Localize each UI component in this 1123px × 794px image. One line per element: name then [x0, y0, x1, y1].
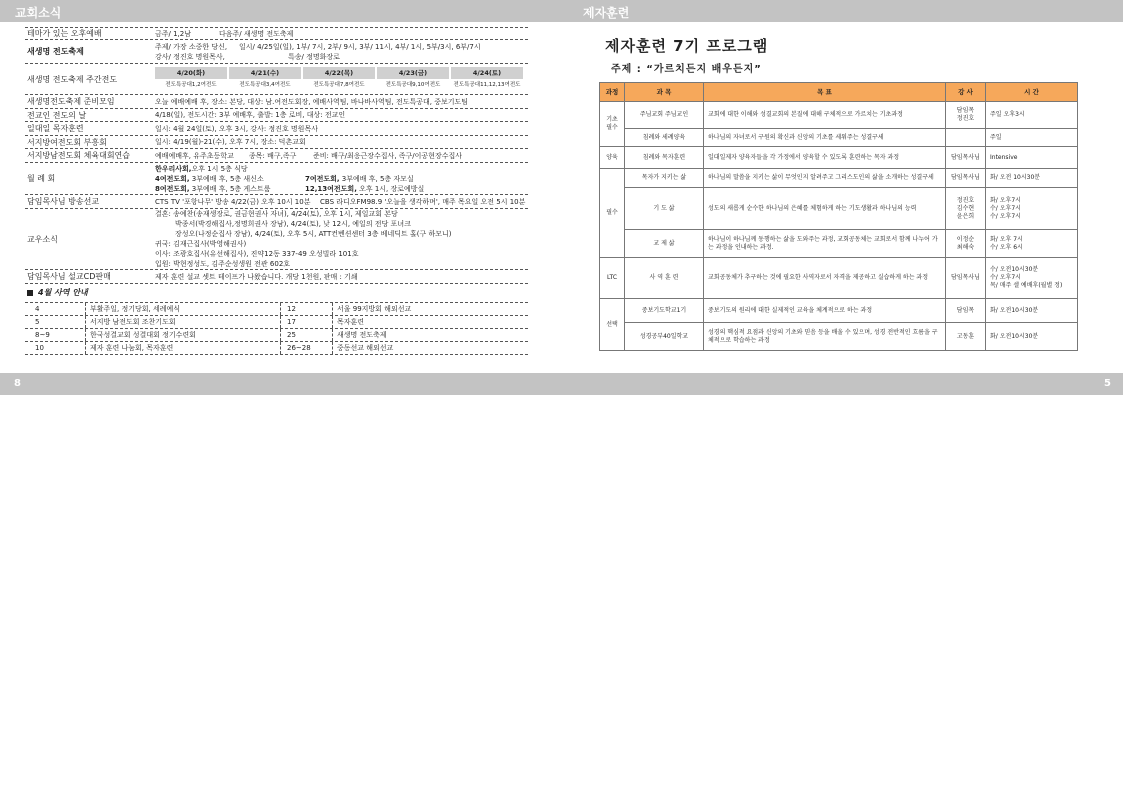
news-line [155, 29, 528, 39]
program-row [600, 147, 1078, 169]
group-detail: 오후 1시, 장로예방실 [356, 184, 425, 193]
time-cell [986, 129, 1078, 147]
goal-cell: 일대일제자 양육자들을 각 가정에서 양육할 수 있도록 훈련하는 목자 과정 [704, 147, 946, 169]
header-course: 과정 [600, 83, 625, 102]
program-row [600, 102, 1078, 129]
course-name: 기초 [606, 116, 618, 123]
schedule-event: 제자 훈련 나눔회, 목자훈련 [85, 342, 280, 354]
weekly-team: 전도특공대11,12,13여전도 [453, 82, 521, 88]
weekly-team: 전도특공대9,10여전도 [385, 82, 441, 88]
program-row [600, 323, 1078, 351]
news-row-festival [25, 40, 528, 64]
weekly-day: 4/24(토) [451, 67, 523, 79]
time-cell [986, 188, 1078, 230]
instructor-name: 최해숙 [956, 243, 975, 251]
time-text: 목/ 매주 셀 예배후(월별 정) [990, 282, 1063, 289]
weekly-day: 4/21(수) [229, 67, 301, 79]
time-text: 수/ 오후 6시 [990, 243, 1023, 251]
news-label: 새생명 전도축제 [27, 47, 84, 56]
goal-cell: 교회에 대한 이해와 성결교회의 본질에 대해 구체적으로 가르치는 기초과정 [704, 102, 946, 129]
group-entry [155, 174, 305, 184]
april-heading-text: 4월 사역 안내 [38, 288, 88, 297]
news-content [153, 149, 528, 162]
course-name: 필수 [606, 124, 618, 131]
news-label: 교우소식 [27, 234, 58, 244]
news-label: 새생명 전도축제 주간전도 [27, 74, 118, 84]
news-label: 월 례 회 [27, 174, 56, 183]
program-row [600, 188, 1078, 230]
header-instructor: 강 사 [946, 83, 986, 102]
weekly-team: 전도특공대7,8여전도 [313, 82, 365, 88]
group-detail: 3부예배 후, 5층 자모실 [339, 174, 414, 183]
program-row [600, 258, 1078, 299]
instructor-cell [946, 299, 986, 323]
instructor-name: 윤은희 [956, 212, 975, 220]
header-subject: 과 목 [625, 83, 704, 102]
goal-cell: 중보기도의 원리에 대한 실제적인 교육을 체계적으로 하는 과정 [704, 299, 946, 323]
time-text: 수/ 오전10시30분 [990, 266, 1039, 273]
next-week-text: 다음주/ 새생명 전도축제 [219, 29, 294, 38]
time-cell [986, 230, 1078, 258]
time-text: 화/ 오후 7시 [990, 235, 1023, 243]
time-cell [986, 323, 1078, 351]
time-cell [986, 147, 1078, 169]
news-row-weekly-evangelism [25, 64, 528, 95]
header-goal: 목 표 [704, 83, 946, 102]
instructor-cell [946, 169, 986, 188]
news-row-broadcast [25, 195, 528, 209]
header-time: 시 간 [986, 83, 1078, 102]
time-cell [986, 258, 1078, 299]
church-news-table [25, 27, 528, 284]
schedule-row [25, 329, 528, 342]
course-cell [600, 102, 625, 147]
schedule-date: 10 [35, 344, 44, 352]
instructor-name: 담임목 [956, 107, 975, 114]
time-cell [986, 299, 1078, 323]
news-content [153, 195, 528, 208]
subject-cell: 사 역 훈 련 [625, 258, 704, 299]
program-row [600, 169, 1078, 188]
instructor-name: 담임목 [956, 306, 975, 314]
goal-cell: 성도의 새롭게 순수한 하나님의 은혜를 체험하게 하는 기도생활과 하나님의 능력 [704, 188, 946, 230]
time-text: 주일 [990, 133, 1002, 141]
member-news-line: 이사: 조광호집사(유선해집사), 진약12동 337-49 오성빌라 101호 [155, 250, 359, 258]
instructor-name: 담임목사님 [951, 174, 980, 181]
news-row-revival [25, 136, 528, 149]
news-row-one-on-one [25, 122, 528, 136]
group-entry [305, 184, 424, 194]
subject-cell: 주님교회 주님교인 [625, 102, 704, 129]
instructor-cell [946, 102, 986, 129]
program-row [600, 230, 1078, 258]
time-text: 화/ 오전10시30분 [990, 332, 1039, 340]
news-row-sports [25, 149, 528, 163]
weekly-day: 4/20(화) [155, 67, 227, 79]
member-news-line: 귀국: 김재근집사(박영해권사) [155, 240, 247, 248]
group-name: 8여전도회, [155, 184, 190, 193]
subject-cell: 교 제 삶 [625, 230, 704, 258]
course-cell: LTC [600, 258, 625, 299]
time-text: Intensive [990, 153, 1018, 161]
news-content [153, 40, 528, 63]
schedule-date: 4 [35, 305, 40, 313]
broadcast-radio: CBS 라디오FM98.9 '오늘을 생각하며', 매주 목요일 오전 5시 10분 [320, 197, 526, 206]
group-entry [155, 184, 305, 194]
schedule-event: 새생명 전도축제 [332, 329, 528, 341]
schedule-date: 17 [280, 316, 332, 328]
bottom-footer-bar [0, 373, 1123, 395]
square-bullet-icon [27, 290, 33, 296]
time-text: 화/ 오전 10시30분 [990, 174, 1041, 181]
instructor-cell [946, 258, 986, 299]
instructor-cell [946, 147, 986, 169]
schedule-event: 서지방 남전도회 조찬기도회 [85, 316, 280, 328]
news-label: 일대일 목자훈련 [27, 124, 84, 133]
festival-schedule: 일시/ 4/25일(일), 1부/ 7시, 2부/ 9시, 3부/ 11시, 4부/ 1시, 5부/3시, 6부/7시 [239, 42, 481, 51]
goal-cell: 교회공동체가 추구하는 것에 필요한 사역자로서 자격을 제공하고 실습하게 하는 과정 [704, 258, 946, 299]
time-text: 수/ 오후7시 [990, 274, 1021, 281]
instructor-name: 담임목사님 [951, 153, 980, 161]
program-table [599, 82, 1078, 351]
weekly-day: 4/23(금) [377, 67, 449, 79]
member-news-line: 장성오(나정순집사 장남), 4/24(토), 오후 5시, ATT컨벤션센터 3층 베네딕트 홀(구 하모니) [175, 230, 452, 238]
schedule-event: 서울 99지방회 해외선교 [332, 303, 528, 315]
schedule-date: 8~9 [35, 331, 50, 339]
group-name: 4여전도회, [155, 174, 190, 183]
news-label: 전교인 전도의 날 [27, 110, 87, 120]
news-content [153, 209, 528, 269]
member-news-line: 결혼: 송예찬(송재생장로, 권금현권사 자녀), 4/24(토), 오후 1시, 제일교회 본당 [155, 210, 398, 218]
program-title: 제자훈련 7기 프로그램 [605, 37, 769, 55]
news-line [155, 197, 528, 207]
news-line [155, 184, 528, 194]
news-content [153, 28, 528, 39]
news-row-evangelism-day [25, 109, 528, 122]
festival-theme: 주제/ 가장 소중한 당신, [155, 42, 228, 51]
news-label: 서지방남전도회 체육대회연습 [27, 151, 131, 160]
left-page-number: 8 [14, 378, 21, 389]
time-cell [986, 169, 1078, 188]
group-name: 한우리사회, [155, 164, 192, 173]
time-text: 화/ 오전10시30분 [990, 306, 1039, 314]
sports-prep: 준비: 배구/최응근장수집사, 족구/이공현장수집사 [313, 151, 462, 160]
top-header-bar [0, 0, 1123, 22]
goal-cell: 성경의 핵심적 요점과 신앙의 기초와 믿음 등을 배울 수 있으며, 성경 전반적인 흐름을 구체적으로 학습하는 과정 [704, 323, 946, 351]
subject-cell: 기 도 삶 [625, 188, 704, 230]
schedule-event: 중동선교 해외선교 [332, 342, 528, 354]
group-name: 12,13여전도회, [305, 184, 357, 193]
time-text: 수/ 오후7시 [990, 212, 1021, 220]
program-theme: 주제 : “가르치든지 배우든지” [611, 64, 762, 75]
this-week-text: 금주/ 1,2남 [155, 29, 192, 38]
weekly-team: 전도특공대1,2여전도 [165, 82, 217, 88]
april-schedule-table [25, 302, 528, 355]
schedule-row [25, 342, 528, 355]
instructor-cell [946, 230, 986, 258]
goal-cell: 하나님의 말씀을 지키는 삶이 무엇인지 알려주고 그리스도인의 삶을 소개하는 성결구세 [704, 169, 946, 188]
news-line [155, 52, 528, 62]
instructor-name: 김수현 [956, 204, 975, 212]
subject-cell: 성경공부40일학교 [625, 323, 704, 351]
instructor-cell [946, 129, 986, 147]
program-row [600, 299, 1078, 323]
news-content [153, 64, 528, 94]
schedule-date: 26~28 [280, 342, 332, 354]
news-label: 담임목사님 설교CD판매 [27, 272, 111, 281]
left-section-title: 교회소식 [15, 6, 62, 20]
goal-cell: 하나님이 하나님께 동행하는 삶을 도와주는 과정, 교회공동체는 교회로서 함께 나누어 가는 과정을 인내하는 과정. [704, 230, 946, 258]
subject-cell: 목자가 지키는 삶 [625, 169, 704, 188]
instructor-name: 이정순 [956, 235, 975, 243]
right-page-number: 5 [1104, 378, 1111, 389]
schedule-event: 부활주일, 정기당회, 세례예식 [85, 303, 280, 315]
sports-place: 예배예배후, 유주초등학교 [155, 151, 234, 160]
weekly-day: 4/22(목) [303, 67, 375, 79]
group-entry [305, 174, 414, 184]
news-label: 서지방여전도회 부흥회 [27, 137, 107, 147]
news-label: 새생명전도축제 준비모임 [27, 97, 115, 106]
program-row [600, 129, 1078, 147]
time-text: 주일 오후3시 [990, 111, 1025, 118]
april-ministry-heading [27, 287, 88, 298]
news-line [155, 174, 528, 184]
news-row-sermon-cd [25, 270, 528, 284]
weekly-schedule-grid [155, 67, 523, 91]
weekly-team: 전도특공대3,4여전도 [239, 82, 291, 88]
schedule-date: 25 [280, 329, 332, 341]
festival-speaker: 강사/ 정진호 명원목사, [155, 52, 225, 61]
course-cell: 선택 [600, 299, 625, 351]
time-text: 화/ 오후7시 [990, 196, 1021, 204]
festival-special-song: 특송/ 정명화장로 [288, 52, 340, 61]
member-news-line: 박종서(박경해집사,정명희권사 장남), 4/24(토), 낮 12시, 예일의 전당 포녀크 [175, 220, 411, 228]
news-row-members [25, 209, 528, 270]
news-content: 4/18(일), 전도시간: 3부 예배후, 출발: 1층 로비, 대상: 전교인 [155, 111, 346, 119]
schedule-row [25, 303, 528, 316]
news-label: 테마가 있는 오후예배 [27, 29, 102, 38]
instructor-cell [946, 188, 986, 230]
schedule-row [25, 316, 528, 329]
group-detail: 오후 1시 5층 식당 [191, 164, 248, 173]
news-label: 담임목사님 방송선교 [27, 197, 100, 206]
news-line [155, 42, 528, 52]
news-line [155, 151, 528, 161]
instructor-name: 정진호 [956, 115, 975, 122]
time-text: 수/ 오후7시 [990, 204, 1021, 212]
instructor-name: 정진호 [956, 196, 975, 204]
instructor-cell [946, 323, 986, 351]
news-content: 제자 훈련 설교 셋트 테이프가 나왔습니다. 개당 1천원, 판매 : 기쇄 [155, 272, 358, 281]
news-content: 오늘 예배예배 후, 장소: 본당, 대상: 남.여전도회장, 예배사역팀, 바나바사역팀, 전도특공대, 중보기도팀 [155, 97, 469, 106]
news-line [155, 164, 528, 174]
member-news-line: 입원: 박현정성도, 김주순성생원 전관 602호 [155, 260, 291, 268]
news-content: 일시: 4/19(월)-21(수), 오후 7시, 장소: 덕촌교회 [155, 138, 306, 146]
broadcast-tv: CTS TV '포항나무' 방송 4/22(금) 오후 10시 10분 [155, 197, 311, 206]
group-detail: 3부예배 후, 5층 게스트룸 [189, 184, 271, 193]
news-row-monthly-meeting [25, 163, 528, 195]
news-content: 일시: 4월 24일(토), 오후 3시, 강사: 정진호 명원목사 [155, 124, 318, 133]
course-cell: 필수 [600, 169, 625, 258]
instructor-name: 담임목사님 [951, 274, 980, 281]
schedule-event: 한국성결교회 성결대회 정기수련회 [85, 329, 280, 341]
course-cell: 양육 [600, 147, 625, 169]
schedule-date: 5 [35, 318, 40, 326]
goal-cell: 하나님의 자녀로서 구원의 확신과 신앙의 기초를 세워주는 성결구세 [704, 129, 946, 147]
right-section-title: 제자훈련 [583, 6, 630, 20]
schedule-event: 목자훈련 [332, 316, 528, 328]
news-row-afternoon-worship [25, 27, 528, 40]
news-content [153, 163, 528, 194]
group-detail: 3부예배 후, 5층 새신소 [189, 174, 264, 183]
subject-cell: 침례와 목자훈련 [625, 147, 704, 169]
time-cell [986, 102, 1078, 129]
news-row-prep-meeting [25, 95, 528, 109]
sports-events: 종목: 배구,족구 [249, 151, 297, 160]
subject-cell: 중보기도학교1기 [625, 299, 704, 323]
instructor-name: 고동훈 [956, 332, 975, 340]
group-name: 7여전도회, [305, 174, 340, 183]
subject-cell: 침례와 세례양육 [625, 129, 704, 147]
schedule-date: 12 [280, 303, 332, 315]
program-header-row [600, 83, 1078, 102]
